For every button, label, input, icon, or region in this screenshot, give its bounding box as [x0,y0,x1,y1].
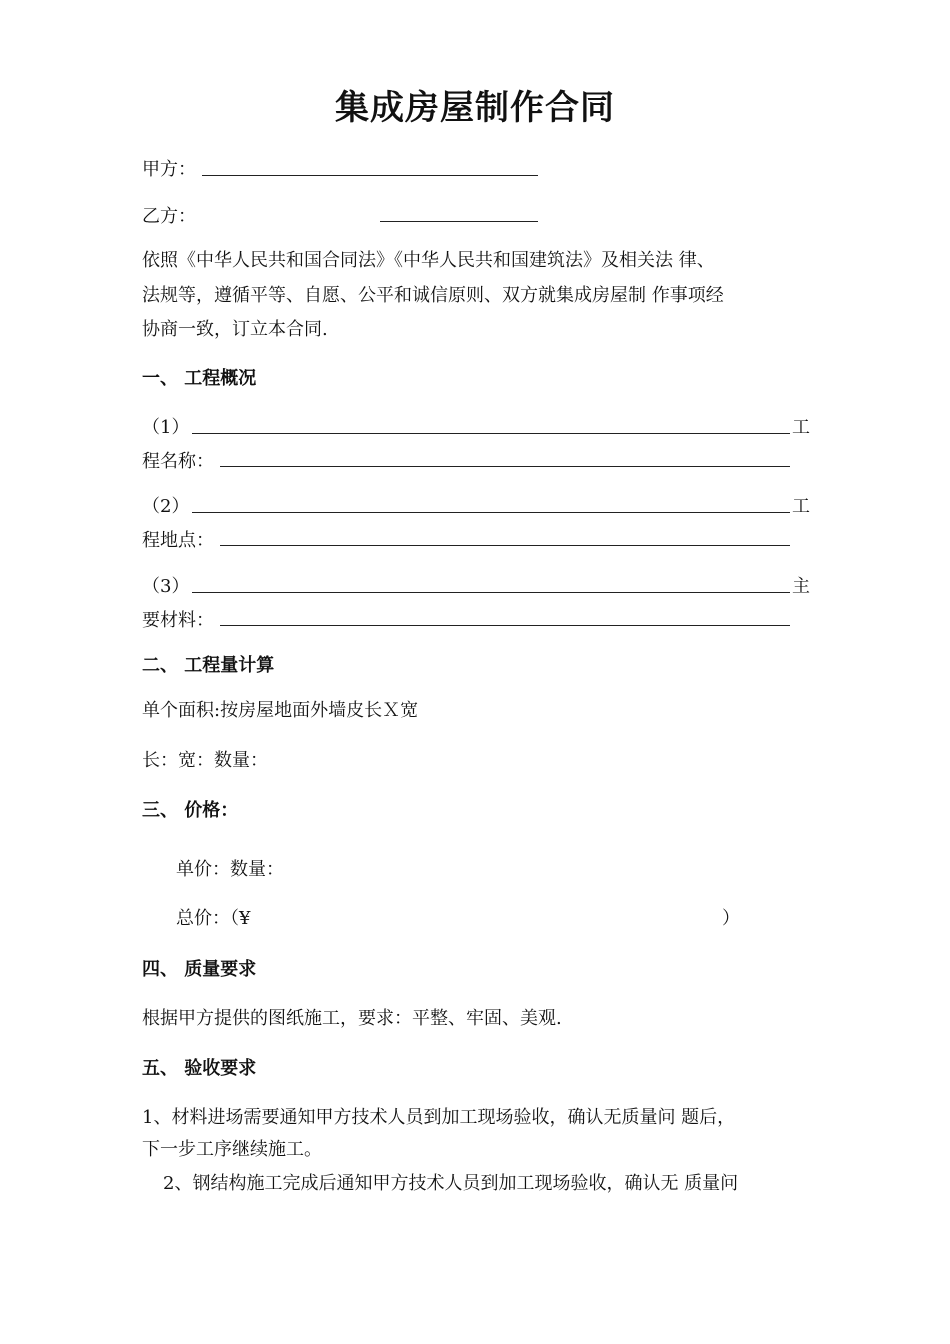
item-1-number: （1） [142,417,190,438]
item-3-blank [192,592,790,593]
intro-line-1: 依照《中华人民共和国合同法》《中华人民共和国建筑法》及相关法 律、 [142,250,715,271]
dimensions-text: 长：宽：数量： [142,750,268,771]
item-2-tail: 工 [792,496,810,517]
quality-text: 根据甲方提供的图纸施工，要求：平整、牢固、美观. [142,1008,562,1029]
total-price-text: 总价：（¥ [176,908,251,929]
item-2-blank [192,512,790,513]
acceptance-item-1-line-2: 下一步工序继续施工。 [142,1139,322,1160]
party-b-label: 乙方： [142,206,196,227]
item-1-blank-2 [220,466,790,467]
item-3-tail: 主 [792,576,810,597]
acceptance-item-1-line-1: 1、材料进场需要通知甲方技术人员到加工现场验收，确认无质量问 题后， [142,1107,736,1128]
party-a-blank [202,175,538,176]
item-2-label: 程地点： [142,530,214,551]
item-3-number: （3） [142,576,190,597]
item-2-number: （2） [142,496,190,517]
party-b-blank [380,221,538,222]
section-2-heading: 二、 工程量计算 [142,655,275,676]
area-rule-text: 单个面积:按房屋地面外墙皮长Ｘ宽 [142,700,419,721]
document-title: 集成房屋制作合同 [335,88,615,128]
intro-line-2: 法规等，遵循平等、自愿、公平和诚信原则、双方就集成房屋制 作事项经 [142,285,724,306]
acceptance-item-2-line-1: 2、钢结构施工完成后通知甲方技术人员到加工现场验收，确认无 质量问 [163,1173,739,1194]
item-1-blank [192,433,790,434]
party-a-label: 甲方： [142,159,196,180]
intro-line-3: 协商一致，订立本合同. [142,319,328,340]
item-3-label: 要材料： [142,610,214,631]
item-3-blank-2 [220,625,790,626]
total-price-close: ） [722,908,740,929]
item-2-blank-2 [220,545,790,546]
section-4-heading: 四、 质量要求 [142,959,257,980]
section-1-heading: 一、 工程概况 [142,368,257,389]
unit-price-text: 单价：数量： [176,859,284,880]
section-5-heading: 五、 验收要求 [142,1058,257,1079]
item-1-tail: 工 [792,417,810,438]
item-1-label: 程名称： [142,451,214,472]
section-3-heading: 三、 价格： [142,800,239,821]
